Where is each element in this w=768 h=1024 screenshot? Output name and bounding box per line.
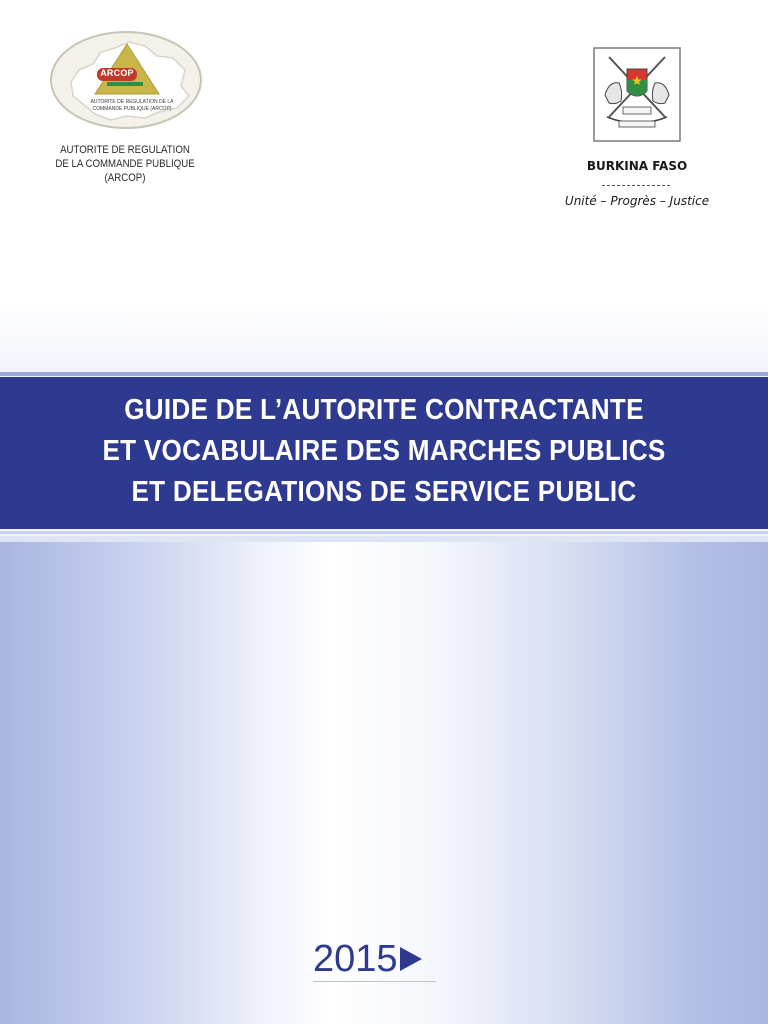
arcop-logo [49,30,204,130]
country-motto: Unité – Progrès – Justice [564,194,710,208]
title-line-2: ET VOCABULAIRE DES MARCHES PUBLICS [102,435,666,467]
year-underline [313,981,436,982]
burkina-coat-of-arms-icon [593,47,681,142]
arcop-caption-line-2: DE LA COMMANDE PUBLIQUE [55,158,195,170]
document-title [0,390,768,513]
title-band-top-rule [0,372,768,376]
arcop-logo-inner-text-2: COMMANDE PUBLIQUE (ARCOP) [92,106,172,112]
title-band-bottom-rule [0,531,768,534]
title-line-3: ET DELEGATIONS DE SERVICE PUBLIC [131,476,637,508]
year-text: 2015 [313,938,398,980]
title-band [0,377,768,529]
arcop-logo-inner-text-1: AUTORITE DE REGULATION DE LA [90,99,174,105]
publication-year [313,934,422,984]
triangle-right-icon [400,947,422,971]
arcop-badge-text: ARCOP [100,68,134,78]
country-name: BURKINA FASO [586,159,688,173]
arcop-logo-overlay [49,30,204,130]
arcop-caption-line-3: (ARCOP) [104,172,146,184]
title-line-1: GUIDE DE L’AUTORITE CONTRACTANTE [124,394,644,426]
divider [602,185,670,186]
arcop-caption-line-1: AUTORITE DE REGULATION [60,144,190,156]
arcop-caption [50,143,200,185]
